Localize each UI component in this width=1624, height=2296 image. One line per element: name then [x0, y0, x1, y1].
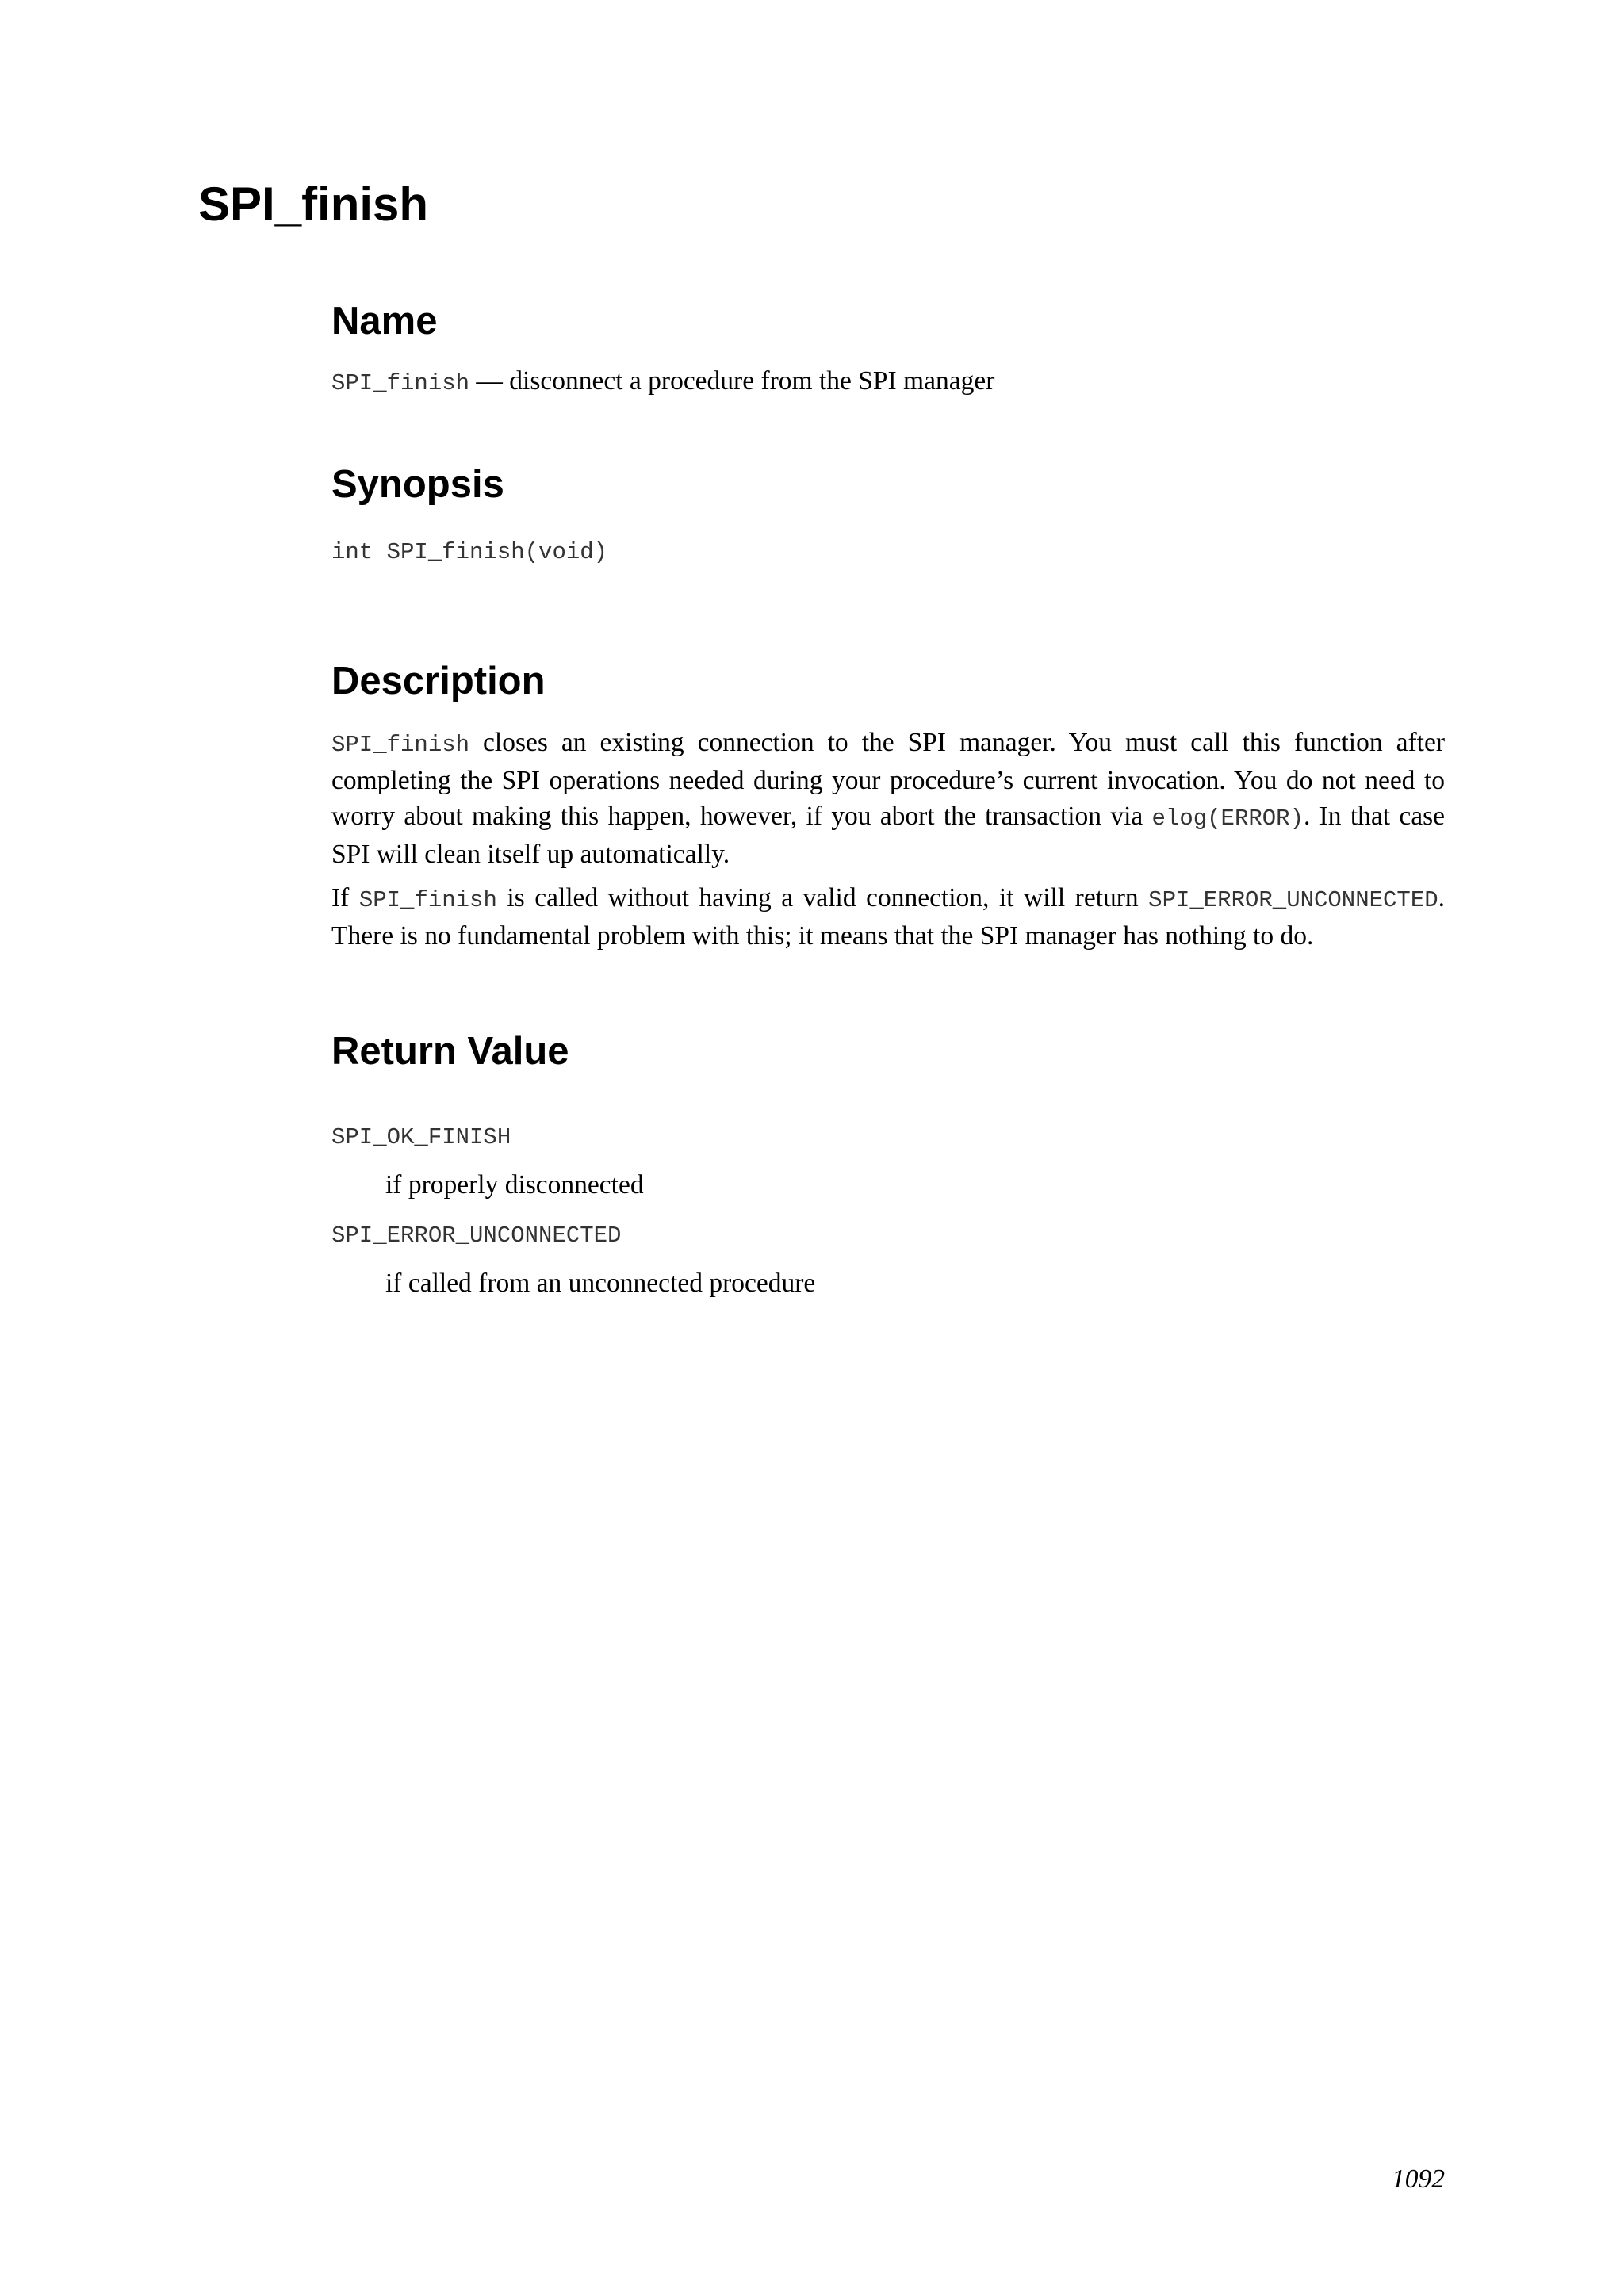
page-title: SPI_finish [198, 178, 429, 231]
description-heading: Description [331, 660, 546, 702]
inline-code: elog(ERROR) [1151, 806, 1304, 832]
return-value-description: if called from an unconnected procedure [385, 1269, 816, 1298]
function-name: SPI_finish [331, 370, 470, 396]
function-summary: — disconnect a procedure from the SPI manager [469, 366, 995, 396]
page-number: 1092 [1392, 2164, 1445, 2194]
return-value-description: if properly disconnected [385, 1170, 644, 1200]
name-heading: Name [331, 300, 438, 342]
paragraph-text: . In that case SPI will clean itself up automatically. [331, 802, 1445, 869]
description-paragraph-2 [331, 880, 1445, 954]
description-paragraph-1 [331, 725, 1445, 872]
paragraph-text: closes an existing connection to the SPI manager. You must call this function after completing the SPI operations needed during your procedure’s current invocation. You do not need to worry about making this happen, however, if you abort the transaction via [331, 728, 1445, 831]
synopsis-code: int SPI_finish(void) [331, 539, 608, 565]
inline-code: SPI_finish [358, 887, 497, 913]
return-value-heading: Return Value [331, 1030, 569, 1073]
paragraph-text: is called without having a valid connection, it will return [496, 883, 1149, 913]
name-line [331, 363, 994, 401]
paragraph-text: . There is no fundamental problem with this; it means that the SPI manager has nothing to do. [331, 883, 1446, 951]
paragraph-text: If [331, 883, 359, 913]
synopsis-heading: Synopsis [331, 463, 504, 506]
inline-code: SPI_finish [331, 732, 470, 758]
inline-code: SPI_ERROR_UNCONNECTED [1148, 887, 1438, 913]
return-value-term: SPI_OK_FINISH [331, 1124, 511, 1150]
return-value-term: SPI_ERROR_UNCONNECTED [331, 1223, 622, 1249]
